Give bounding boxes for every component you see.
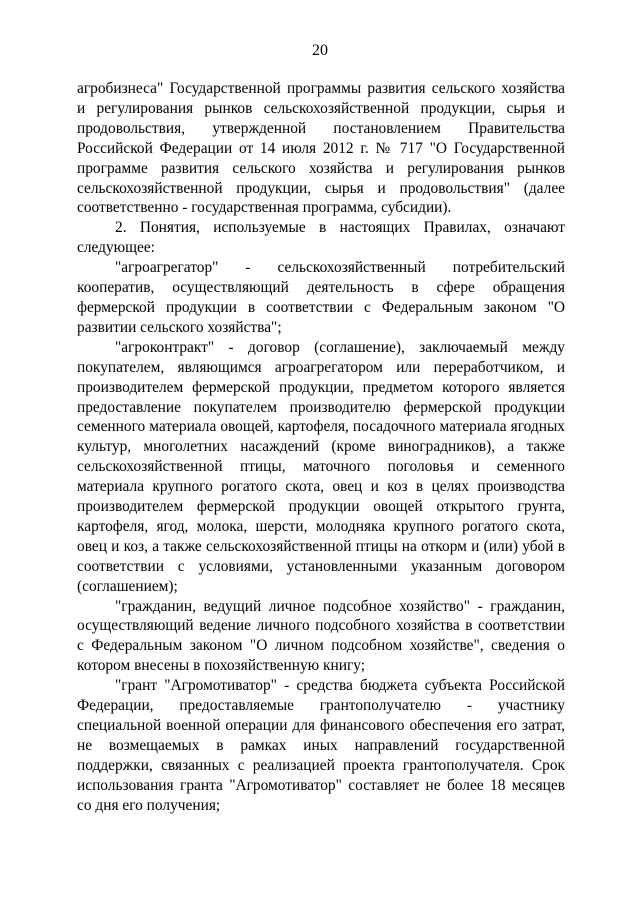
- paragraph-definition-household-citizen: "гражданин, ведущий личное подсобное хозяйство" - гражданин, осуществляющий ведение личного подсобного хозяйства в соответствии с Федеральным законом "О личном подсобном хозяйстве", сведения о котором внесены в похозяйственную книгу;: [77, 597, 565, 675]
- paragraph-definition-agroaggregator: "агроагрегатор" - сельскохозяйственный потребительский кооператив, осуществляющий деятельность в сфере обращения фермерской продукции в соответствии с Федеральным законом "О развитии сельского хозяйства";: [77, 259, 565, 336]
- paragraph-continuation: агробизнеса" Государственной программы развития сельского хозяйства и регулирования рынков сельскохозяйственной продукции, сырья и продовольствия, утвержденной постановлением Правительства Российской Федерации от 14 июля 2012 г. № 717 "О Государственной программе развития сельского хозяйства и регулирования рынков сельскохозяйственной продукции, сырья и продовольствия" (далее соответственно - государственная программа, субсидии).: [77, 80, 565, 217]
- paragraph-definition-agromotivator-grant: "грант "Агромотиватор" - средства бюджета субъекта Российской Федерации, предоставляемые грантополучателю - участнику специальной военной операции для финансового обеспечения его затрат, не возмещаемых в рамках иных направлений государственной поддержки, связанных с реализацией проекта грантополучателя. Срок использования гранта "Агромотиватор" составляет не более 18 месяцев со дня его получения;: [77, 677, 565, 814]
- paragraph-definitions-intro: 2. Понятия, используемые в настоящих Правилах, означают следующее:: [77, 219, 565, 257]
- document-body: [77, 79, 565, 816]
- page-number: 20: [312, 42, 328, 59]
- paragraph-definition-agrocontract: "агроконтракт" - договор (соглашение), заключаемый между покупателем, являющимся агроагрегатором или переработчиком, и производителем фермерской продукции, предметом которого является предоставление покупателем производителю фермерской продукции семенного материала овощей, картофеля, посадочного материала ягодных культур, многолетних насаждений (кроме виноградников), а также сельскохозяйственной птицы, маточного поголовья и семенного материала крупного рогатого скота, овец и коз в целях производства производителем фермерской продукции овощей открытого грунта, картофеля, ягод, молока, шерсти, молодняка крупного рогатого скота, овец и коз, а также сельскохозяйственной птицы на откорм и (или) убой в соответствии с условиями, установленными указанным договором (соглашением);: [77, 338, 565, 595]
